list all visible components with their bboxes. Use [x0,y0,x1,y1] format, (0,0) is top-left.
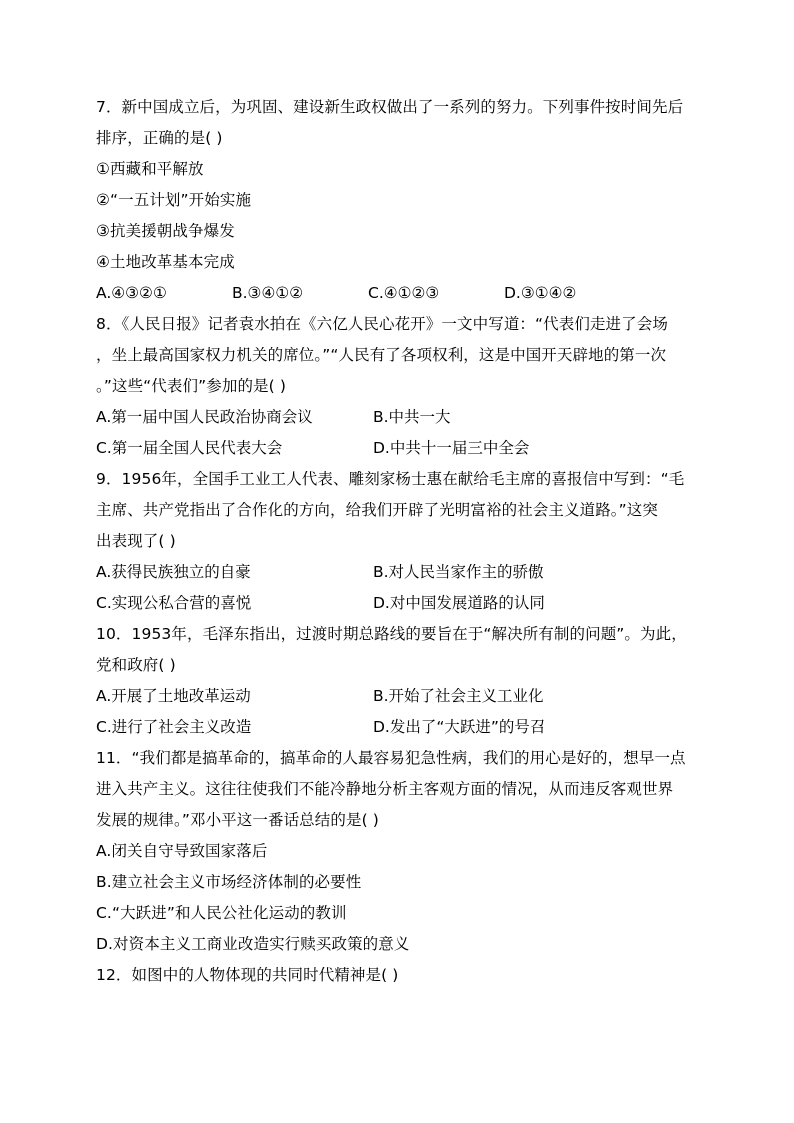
q8-option-d[interactable]: D.中共十一届三中全会 [373,439,530,457]
q9-options-row-2 [96,588,698,619]
q7-option-d[interactable]: D.③①④② [504,284,577,302]
q7-item-2: ②“一五计划”开始实施 [96,191,252,209]
q8-options-row-2 [96,433,698,464]
q7-option-a[interactable]: A.④③②① [96,284,167,302]
q8-options-row-1 [96,402,698,433]
q8-stem-line-1: 8．《人民日报》记者袁水拍在《六亿人民心花开》一文中写道：“代表们走进了会场 [96,315,668,333]
q9-option-a[interactable]: A.获得民族独立的自豪 [96,563,251,581]
q10-options-row-1 [96,681,698,712]
q11-option-c[interactable]: C.“大跃进”和人民公社化运动的教训 [96,904,347,922]
q11-stem-line-1: 11．“我们都是搞革命的，搞革命的人最容易犯急性病，我们的用心是好的，想早一点 [96,749,686,767]
q8-stem-line-3: 。”这些“代表们”参加的是( ) [96,377,286,395]
q10-option-d[interactable]: D.发出了“大跃进”的号召 [373,718,546,736]
q8-stem-line-2: ，坐上最高国家权力机关的席位。”“人民有了各项权利，这是中国开天辟地的第一次 [96,346,667,364]
q9-option-b[interactable]: B.对人民当家作主的骄傲 [373,563,544,581]
q7-item-4: ④土地改革基本完成 [96,253,235,271]
q9-option-c[interactable]: C.实现公私合营的喜悦 [96,594,252,612]
question-page [96,92,698,991]
q7-option-c[interactable]: C.④①②③ [368,284,440,302]
q8-option-a[interactable]: A.第一届中国人民政治协商会议 [96,408,313,426]
q7-item-1: ①西藏和平解放 [96,160,204,178]
q11-option-a[interactable]: A.闭关自守导致国家落后 [96,842,268,860]
q10-stem-line-2: 党和政府( ) [96,656,176,674]
q9-stem-line-3: 出表现了( ) [96,532,176,550]
q8-option-c[interactable]: C.第一届全国人民代表大会 [96,439,283,457]
q7-item-3: ③抗美援朝战争爆发 [96,222,235,240]
q11-stem-line-3: 发展的规律。”邓小平这一番话总结的是( ) [96,811,379,829]
q9-stem-line-1: 9．1956年，全国手工业工人代表、雕刻家杨士惠在献给毛主席的喜报信中写到：“毛 [96,470,685,488]
q7-options [96,278,698,309]
q9-stem-line-2: 主席、共产党指出了合作化的方向，给我们开辟了光明富裕的社会主义道路。”这突 [96,501,658,519]
q9-option-d[interactable]: D.对中国发展道路的认同 [373,594,545,612]
q9-options-row-1 [96,557,698,588]
q10-options-row-2 [96,712,698,743]
q7-stem-line-1: 7．新中国成立后，为巩固、建设新生政权做出了一系列的努力。下列事件按时间先后 [96,98,684,116]
q11-stem-line-2: 进入共产主义。这往往使我们不能冷静地分析主客观方面的情况，从而违反客观世界 [96,780,674,798]
q7-stem-line-2: 排序，正确的是( ) [96,129,223,147]
q10-option-a[interactable]: A.开展了土地改革运动 [96,687,251,705]
q11-option-b[interactable]: B.建立社会主义市场经济体制的必要性 [96,873,362,891]
q12-stem-line-1: 12．如图中的人物体现的共同时代精神是( ) [96,966,399,984]
q10-stem-line-1: 10．1953年，毛泽东指出，过渡时期总路线的要旨在于“解决所有制的问题”。为此， [96,625,687,643]
q8-option-b[interactable]: B.中共一大 [373,408,451,426]
q10-option-c[interactable]: C.进行了社会主义改造 [96,718,252,736]
q10-option-b[interactable]: B.开始了社会主义工业化 [373,687,544,705]
q11-option-d[interactable]: D.对资本主义工商业改造实行赎买政策的意义 [96,935,410,953]
q7-option-b[interactable]: B.③④①② [232,284,304,302]
